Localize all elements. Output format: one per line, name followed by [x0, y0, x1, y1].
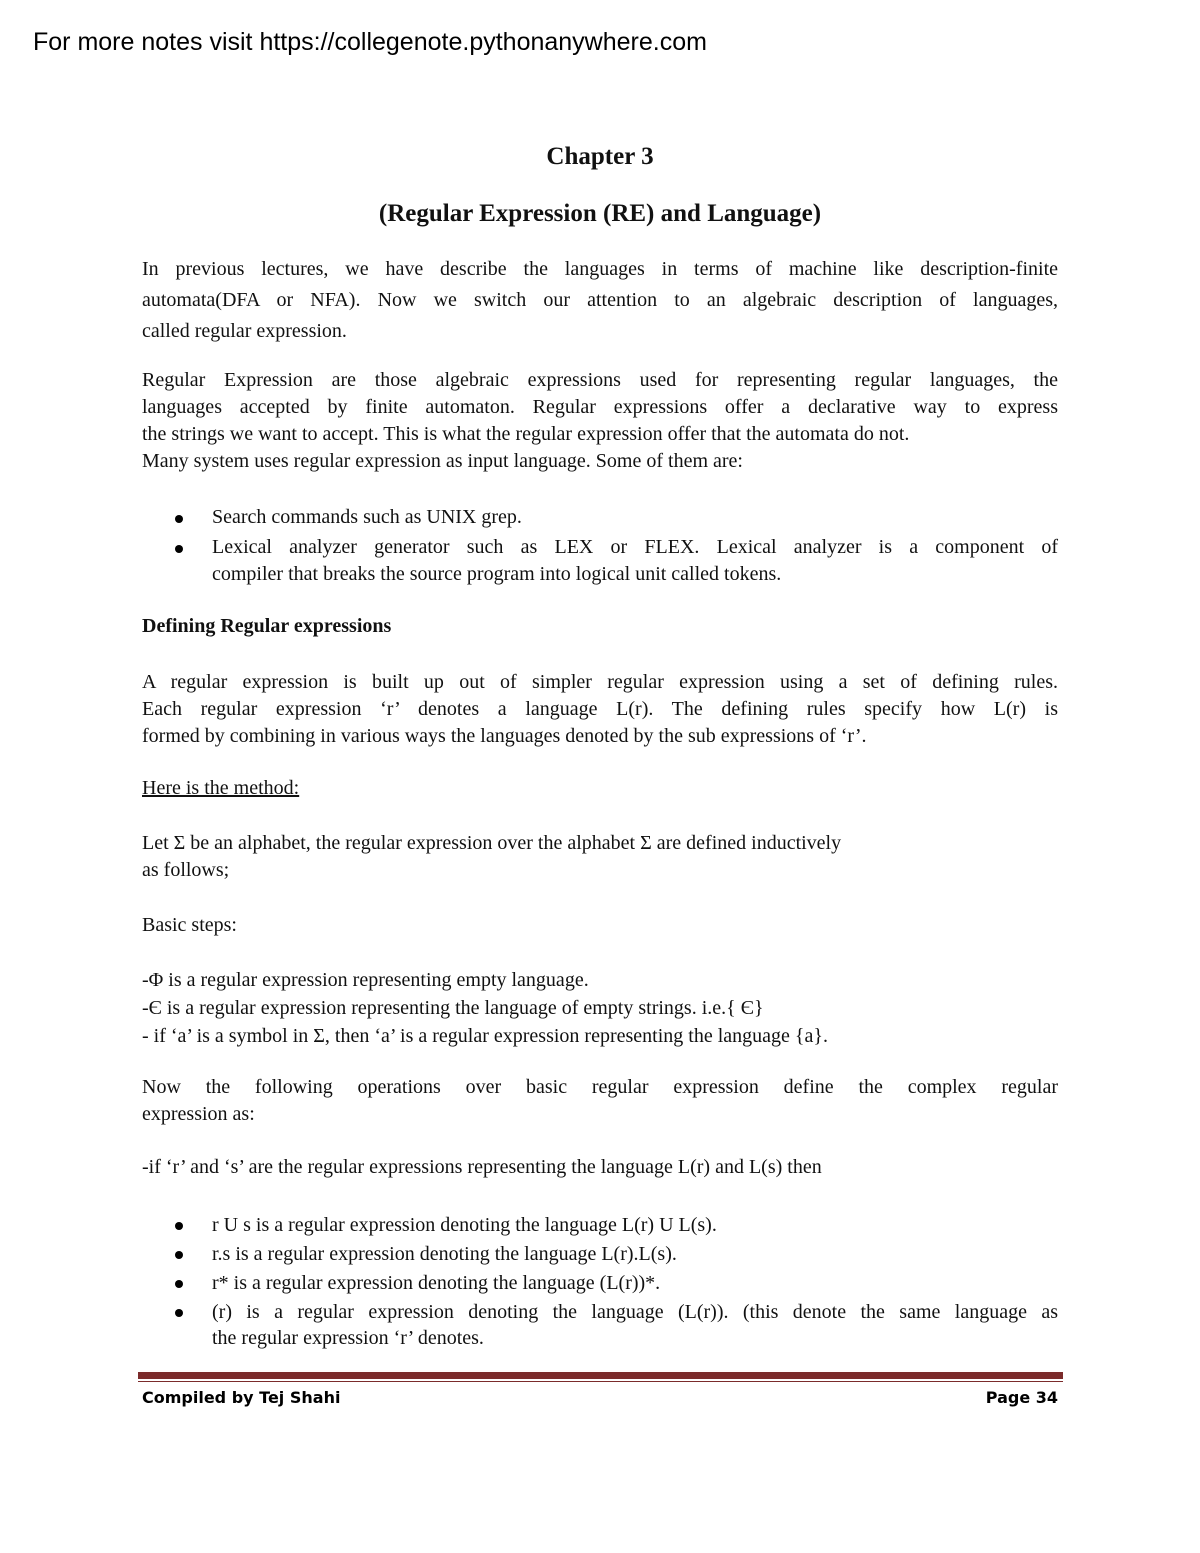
let-paragraph — [142, 830, 1058, 884]
text-line: Lexical analyzer generator such as LEX or FLEX. Lexical analyzer is a component of — [212, 536, 1058, 558]
bullet-icon — [175, 545, 183, 553]
text-line: - if ‘a’ is a symbol in Σ, then ‘a’ is a regular expression representing the language {a}. — [142, 1025, 828, 1047]
text-line: expression as: — [142, 1103, 255, 1125]
text-line: Regular Expression are those algebraic expressions used for representing regular languages, the — [142, 369, 1058, 391]
bullet-icon — [175, 515, 183, 523]
list-item — [142, 1298, 1058, 1352]
method-label: Here is the method: — [142, 777, 300, 799]
chapter-title: Chapter 3 — [546, 143, 654, 170]
text-line: A regular expression is built up out of simpler regular expression using a set of defining rules. — [142, 671, 1058, 693]
definition-paragraph — [142, 669, 1058, 750]
text-line: the strings we want to accept. This is what the regular expression offer that the automata do not. — [142, 423, 910, 445]
basic-steps-list — [142, 966, 1058, 1050]
re-paragraph — [142, 367, 1058, 475]
bullet-icon — [175, 1280, 183, 1288]
text-line: compiler that breaks the source program into logical unit called tokens. — [212, 563, 782, 585]
text-line: -Φ is a regular expression representing empty language. — [142, 969, 589, 991]
text-line: -if ‘r’ and ‘s’ are the regular expressions representing the language L(r) and L(s) then — [142, 1156, 822, 1178]
footer-rule-thin — [138, 1381, 1063, 1382]
bullet-list-operations — [142, 1211, 1058, 1352]
text-line: Let Σ be an alphabet, the regular expression over the alphabet Σ are defined inductively — [142, 832, 842, 854]
text-line: Many system uses regular expression as input language. Some of them are: — [142, 450, 743, 472]
list-item — [142, 504, 1058, 531]
text-line: (r) is a regular expression denoting the language (L(r)). (this denote the same language as — [212, 1301, 1058, 1323]
footer-page-number: Page 34 — [985, 1388, 1058, 1407]
text-line: as follows; — [142, 859, 230, 881]
chapter-subtitle: (Regular Expression (RE) and Language) — [378, 200, 822, 227]
site-banner: For more notes visit https://collegenote.pythonanywhere.com — [33, 28, 707, 56]
text-line: r U s is a regular expression denoting the language L(r) U L(s). — [212, 1214, 717, 1236]
text-line: the regular expression ‘r’ denotes. — [212, 1327, 484, 1349]
text-line: Search commands such as UNIX grep. — [212, 506, 522, 528]
bullet-icon — [175, 1309, 183, 1317]
text-line: languages accepted by finite automaton. Regular expressions offer a declarative way to express — [142, 396, 1058, 418]
text-line: Each regular expression ‘r’ denotes a language L(r). The defining rules specify how L(r) is — [142, 698, 1058, 720]
text-line: Basic steps: — [142, 914, 237, 936]
basic-steps-label — [142, 912, 1058, 939]
text-line: r.s is a regular expression denoting the language L(r).L(s). — [212, 1243, 677, 1265]
list-item — [142, 1269, 1058, 1297]
text-line: -Є is a regular expression representing the language of empty strings. i.e.{ Є} — [142, 997, 764, 1019]
text-line: called regular expression. — [142, 320, 347, 342]
text-line: Now the following operations over basic regular expression define the complex regular — [142, 1076, 1058, 1098]
text-line: In previous lectures, we have describe the languages in terms of machine like description-finite — [142, 258, 1058, 280]
section-heading: Defining Regular expressions — [142, 615, 392, 637]
list-item — [142, 1211, 1058, 1239]
bullet-list-uses — [142, 504, 1058, 588]
if-line — [142, 1154, 1058, 1181]
bullet-icon — [175, 1251, 183, 1259]
intro-paragraph — [142, 254, 1058, 347]
footer-author: Compiled by Tej Shahi — [142, 1388, 341, 1407]
text-line: formed by combining in various ways the languages denoted by the sub expressions of ‘r’. — [142, 725, 867, 747]
footer-rule — [138, 1372, 1063, 1379]
operations-paragraph — [142, 1074, 1058, 1128]
bullet-icon — [175, 1222, 183, 1230]
list-item — [142, 1240, 1058, 1268]
text-line: automata(DFA or NFA). Now we switch our attention to an algebraic description of languages, — [142, 289, 1058, 311]
text-line: r* is a regular expression denoting the language (L(r))*. — [212, 1272, 661, 1294]
list-item — [142, 534, 1058, 588]
